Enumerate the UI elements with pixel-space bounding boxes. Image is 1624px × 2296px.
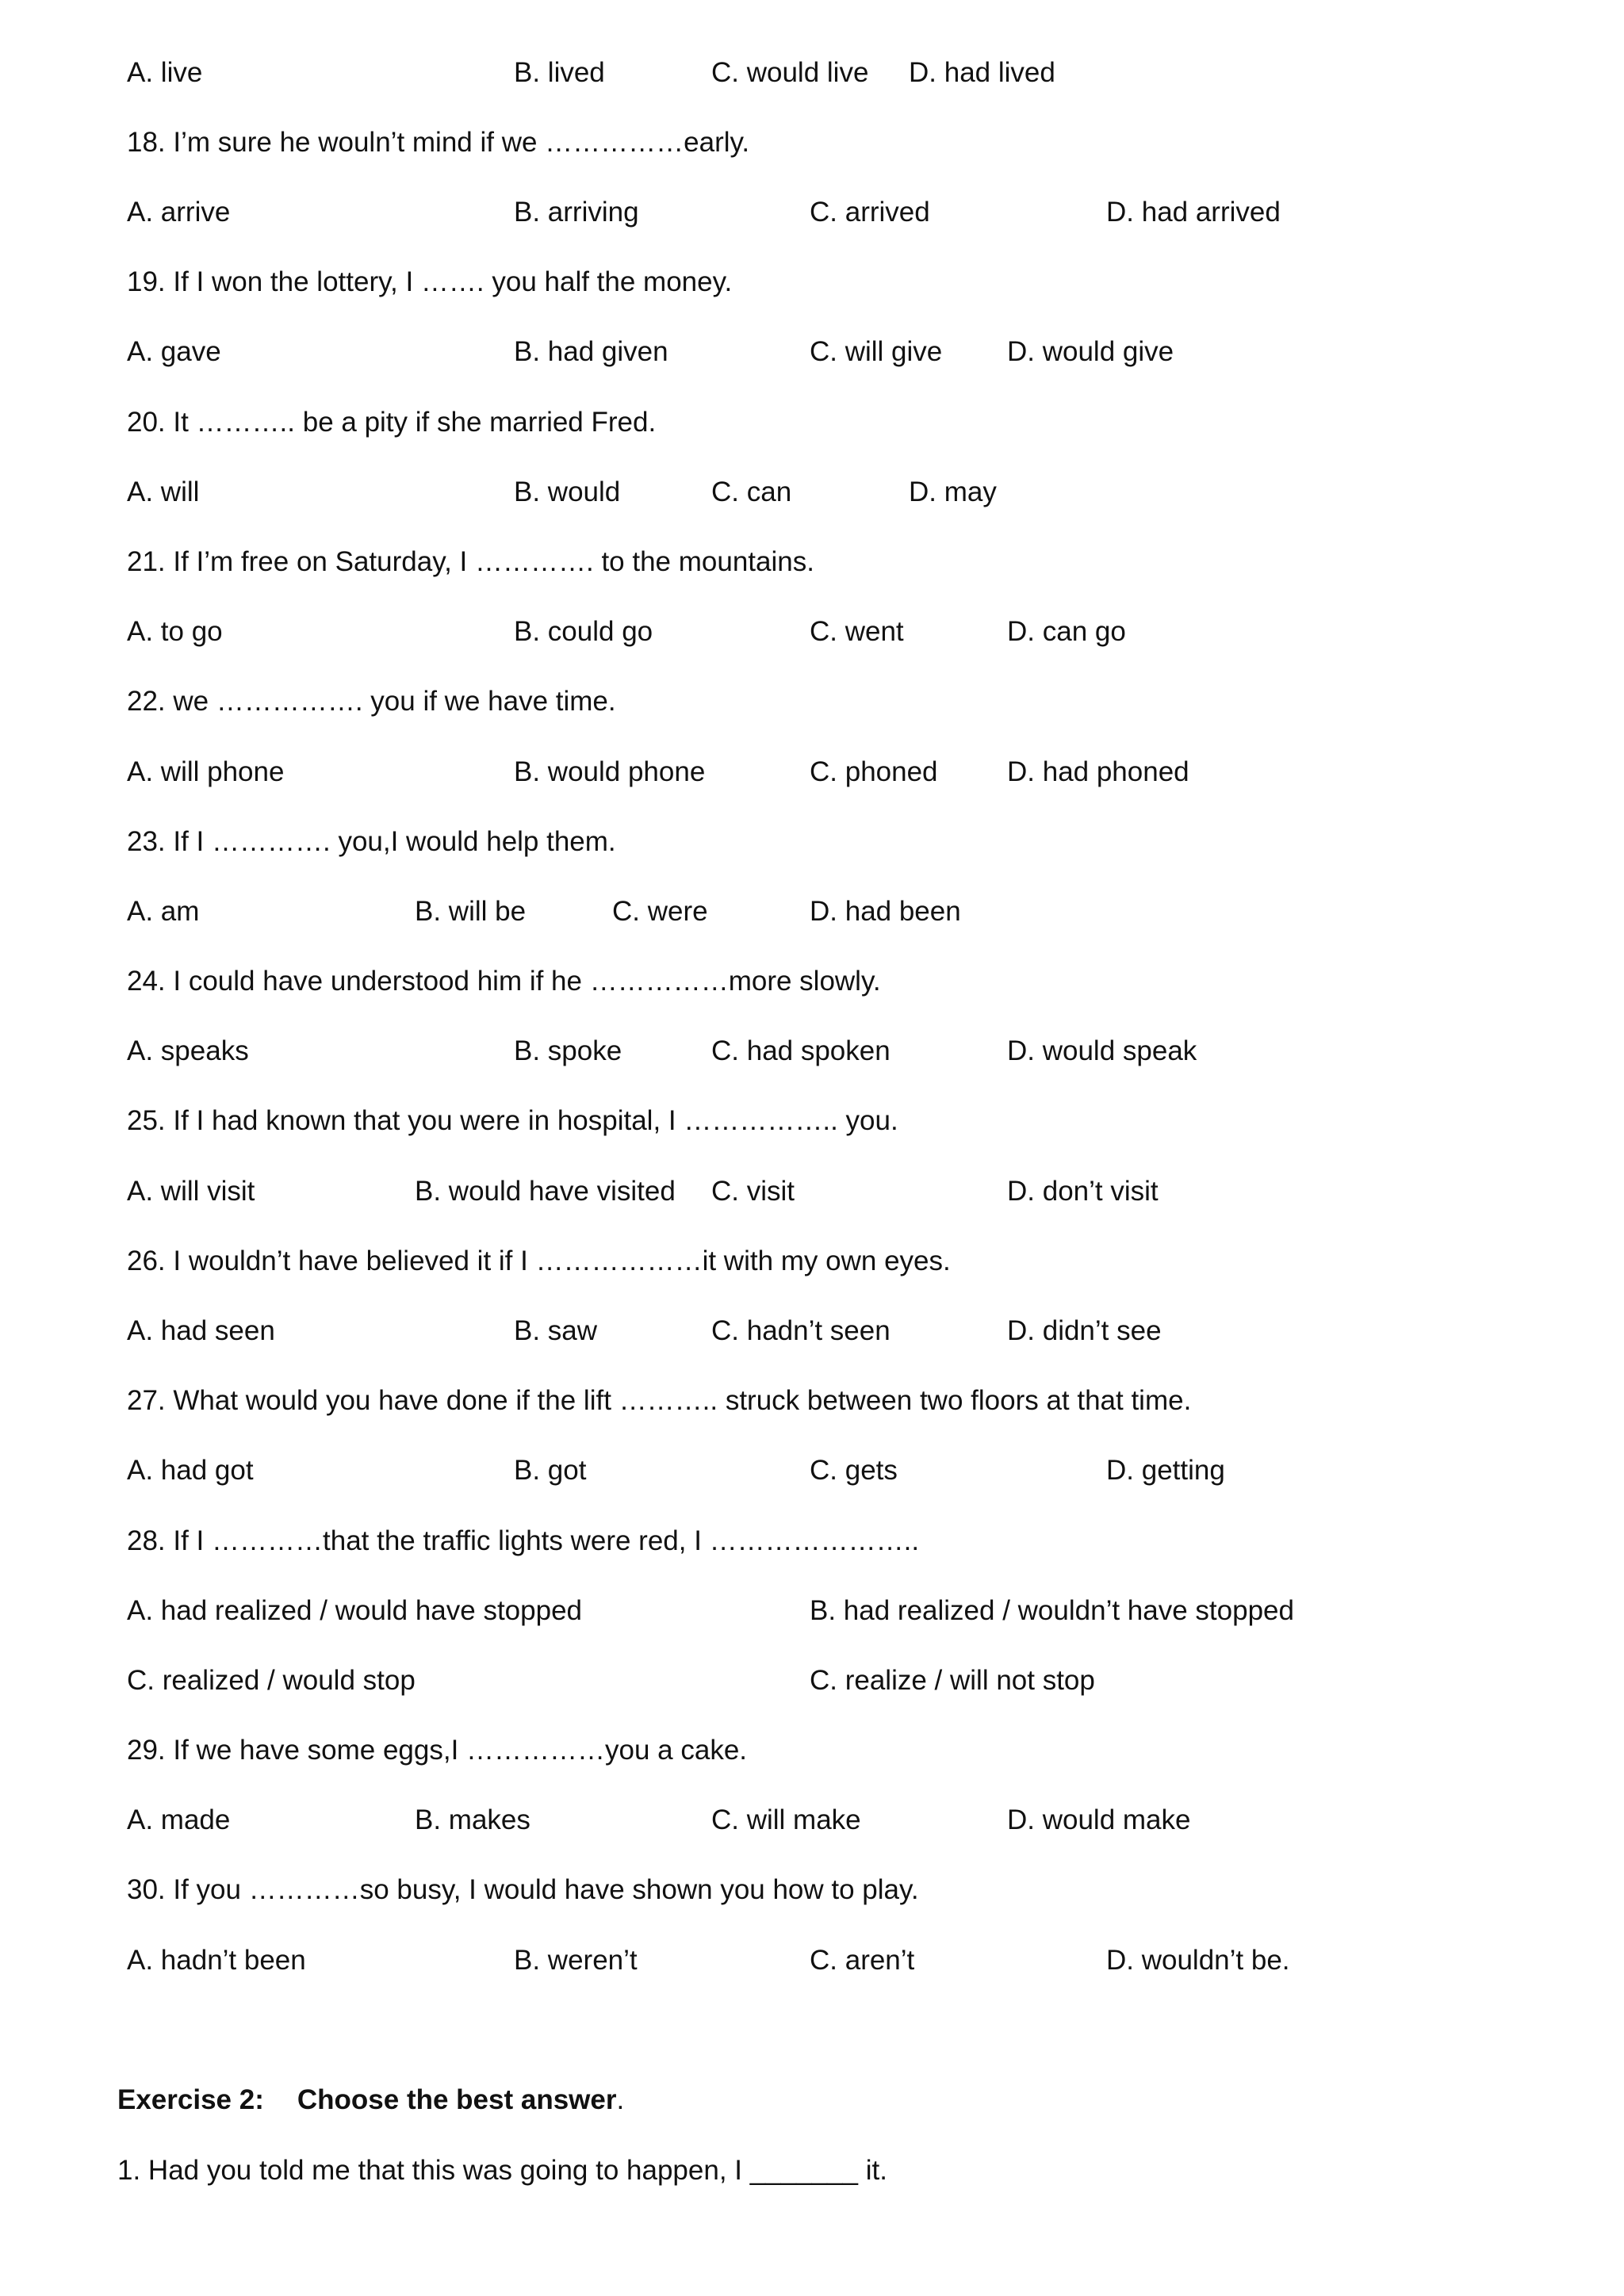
q26-option-c: C. hadn’t seen: [711, 1315, 891, 1346]
exercise-2-instruction-period: .: [616, 2084, 625, 2115]
q20-option-a: A. will: [127, 476, 200, 507]
q27-option-d: D. getting: [1106, 1455, 1225, 1486]
q18-option-d: D. had arrived: [1106, 197, 1281, 228]
q29-option-c: C. will make: [711, 1804, 861, 1835]
q29-option-d: D. would make: [1007, 1804, 1191, 1835]
q24-option-a: A. speaks: [127, 1035, 249, 1066]
question-21: 21. If I’m free on Saturday, I …………. to the mountains.: [127, 546, 814, 577]
q26-option-a: A. had seen: [127, 1315, 275, 1346]
q23-option-a: A. am: [127, 896, 200, 927]
q19-option-b: B. had given: [514, 336, 668, 367]
q20-option-c: C. can: [711, 476, 792, 507]
q17-option-b: B. lived: [514, 57, 605, 88]
q30-option-d: D. wouldn’t be.: [1106, 1945, 1290, 1976]
q25-option-b: B. would have visited: [415, 1176, 676, 1207]
q19-option-c: C. will give: [810, 336, 943, 367]
q19-option-d: D. would give: [1007, 336, 1174, 367]
q17-option-d: D. had lived: [909, 57, 1055, 88]
q23-option-b: B. will be: [415, 896, 527, 927]
q24-option-d: D. would speak: [1007, 1035, 1197, 1066]
q26-option-d: D. didn’t see: [1007, 1315, 1162, 1346]
q28-option-a: A. had realized / would have stopped: [127, 1595, 582, 1626]
question-28: 28. If I …………that the traffic lights were red, I …………………..: [127, 1525, 920, 1556]
q24-option-c: C. had spoken: [711, 1035, 891, 1066]
q21-option-d: D. can go: [1007, 616, 1126, 647]
exercise-2-label: Exercise 2:: [117, 2084, 264, 2115]
q26-option-b: B. saw: [514, 1315, 598, 1346]
q21-option-a: A. to go: [127, 616, 223, 647]
q29-option-b: B. makes: [415, 1804, 530, 1835]
q22-option-b: B. would phone: [514, 756, 706, 787]
q23-option-d: D. had been: [810, 896, 961, 927]
q23-option-c: C. were: [612, 896, 708, 927]
q21-option-c: C. went: [810, 616, 904, 647]
exercise-2-question-1: 1. Had you told me that this was going to happen, I _______ it.: [117, 2155, 887, 2186]
question-30: 30. If you …………so busy, I would have shown you how to play.: [127, 1874, 919, 1905]
q18-option-c: C. arrived: [810, 197, 930, 228]
q24-option-b: B. spoke: [514, 1035, 622, 1066]
q25-option-c: C. visit: [711, 1176, 795, 1207]
q17-option-c: C. would live: [711, 57, 869, 88]
q22-option-c: C. phoned: [810, 756, 938, 787]
q22-option-d: D. had phoned: [1007, 756, 1189, 787]
q25-option-a: A. will visit: [127, 1176, 255, 1207]
question-18: 18. I’m sure he wouln’t mind if we ……………early.: [127, 127, 750, 158]
q22-option-a: A. will phone: [127, 756, 285, 787]
q18-option-b: B. arriving: [514, 197, 639, 228]
question-27: 27. What would you have done if the lift ……….. struck between two floors at that time.: [127, 1385, 1192, 1416]
q27-option-c: C. gets: [810, 1455, 898, 1486]
q28-option-d: C. realize / will not stop: [810, 1665, 1095, 1696]
q27-option-b: B. got: [514, 1455, 587, 1486]
q30-option-a: A. hadn’t been: [127, 1945, 306, 1976]
q18-option-a: A. arrive: [127, 197, 231, 228]
exercise-2-heading: [117, 2083, 624, 2118]
q27-option-a: A. had got: [127, 1455, 254, 1486]
exercise-2-instruction: Choose the best answer: [297, 2084, 617, 2115]
question-26: 26. I wouldn’t have believed it if I ………………it with my own eyes.: [127, 1246, 951, 1276]
question-20: 20. It ……….. be a pity if she married Fred.: [127, 407, 657, 438]
q20-option-b: B. would: [514, 476, 621, 507]
question-29: 29. If we have some eggs,I ……………you a cake.: [127, 1735, 748, 1766]
question-25: 25. If I had known that you were in hospital, I …………….. you.: [127, 1105, 898, 1136]
question-19: 19. If I won the lottery, I ……. you half the money.: [127, 266, 733, 297]
q30-option-c: C. aren’t: [810, 1945, 915, 1976]
q25-option-d: D. don’t visit: [1007, 1176, 1159, 1207]
q28-option-b: B. had realized / wouldn’t have stopped: [810, 1595, 1294, 1626]
q21-option-b: B. could go: [514, 616, 653, 647]
question-24: 24. I could have understood him if he ……………more slowly.: [127, 966, 881, 997]
question-23: 23. If I …………. you,I would help them.: [127, 826, 616, 857]
question-22: 22. we ……………. you if we have time.: [127, 686, 616, 717]
q20-option-d: D. may: [909, 476, 997, 507]
q29-option-a: A. made: [127, 1804, 231, 1835]
q17-option-a: A. live: [127, 57, 203, 88]
q28-option-c: C. realized / would stop: [127, 1665, 416, 1696]
q19-option-a: A. gave: [127, 336, 221, 367]
q30-option-b: B. weren’t: [514, 1945, 638, 1976]
